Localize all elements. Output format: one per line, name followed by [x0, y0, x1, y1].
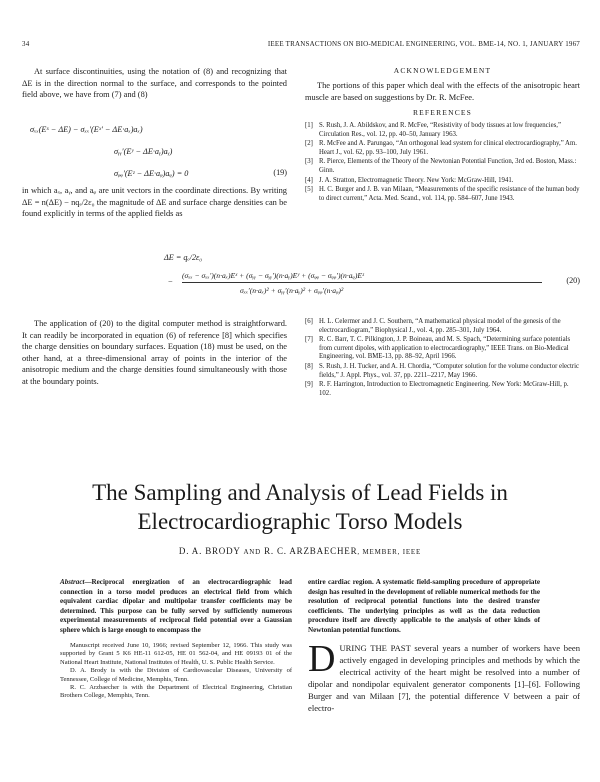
equation-19-line2: σᵧᵧ′(Eʸ − ΔE·aᵧ)aᵧ) — [114, 147, 173, 156]
running-header: IEEE TRANSACTIONS ON BIO-MEDICAL ENGINEERING, VOL. BME-14, NO. 1, JANUARY 1967 — [267, 40, 580, 48]
equation-19-line1: σₓₓ(Eˣ − ΔE) − σₓₓ′(Eˣ′ − ΔE·aₓ)aₓ) — [30, 125, 143, 134]
reference-text: R. McFee and A. Parungao, “An orthogonal lead system for clinical electrocardiography,” Am. Heart J., vol. 62, pp. 93–100, July 1961. — [319, 140, 577, 156]
reference-number: [1] — [305, 122, 313, 129]
author-brody: D. A. BRODY — [178, 546, 241, 556]
author-arzbaecher: R. C. ARZBAECHER — [264, 546, 358, 556]
acknowledgement-text: The portions of this paper which deal with the effects of the anisotropic heart muscle are based on suggestions by Dr. R. McFee. — [305, 81, 580, 102]
footnote-arzbaecher: R. C. Arzbaecher is with the Department of Electrical Engineering, Christian Brothers College, Memphis, Tenn. — [60, 684, 292, 700]
reference-text: R. C. Barr, T. C. Pilkington, J. P. Boineau, and M. S. Spach, “Determining surface potentials from current dipoles, with application to electrocardiography,” IEEE Trans. on Bio-Medical Engineering, vol. BME-13, pp. 88–92, April 1966. — [319, 336, 571, 361]
reference-text: S. Rush, J. H. Tucker, and A. H. Chordia, “Computer solution for the volume conductor electric fields,” J. Appl. Phys., vol. 37, pp. 2211–2217, May 1966. — [319, 362, 580, 379]
article-title-line2: Electrocardiographic Torso Models — [137, 509, 463, 534]
reference-text: S. Rush, J. A. Abildskov, and R. McFee, “Resistivity of body tissues at low frequencies,” Circulation Res., vol. 12, pp. 40–50, January 1963. — [319, 122, 561, 138]
footnote-brody: D. A. Brody is with the Division of Cardiovascular Diseases, University of Tennessee, College of Medicine, Memphis, Tenn. — [60, 667, 292, 683]
equation-19-number: (19) — [273, 168, 287, 177]
article-title-line1: The Sampling and Analysis of Lead Fields in — [92, 480, 508, 505]
intro-text: URING THE PAST several years a number of workers have been actively engaged in developing principles and methods by which the electrical activity of the heart might be resolved into a number of dipolar and nondipolar equivalent generator components [1]–[6]. Following Burger and van Milaan [7], the potential difference V between a pair of electro- — [308, 643, 580, 713]
equation-20-denominator: σₓₓ′(n·aₓ)² + σᵧᵧ′(n·aᵧ)² + σᵩᵩ′(n·aᵩ)² — [240, 286, 344, 295]
reference-item — [305, 318, 580, 335]
page-number: 34 — [22, 40, 30, 48]
reference-number: [9] — [305, 381, 313, 389]
reference-item — [305, 381, 580, 398]
intro-dropcap: D — [308, 638, 336, 680]
equation-20-fraction-bar — [182, 282, 542, 283]
reference-text: R. Pierce, Elements of the Theory of the Newtonian Potential Function, 3rd ed. Boston, Mass.: Ginn. — [319, 158, 577, 174]
reference-number: [3] — [305, 158, 313, 166]
equation-20 — [22, 252, 580, 300]
reference-number: [5] — [305, 186, 313, 194]
left-intro-paragraph: At surface discontinuities, using the notation of (8) and recognizing that ΔE is in the direction normal to the surface, and corresponds to the pointed field above, we have from (7) and (8) — [22, 67, 287, 100]
abstract-right: entire cardiac region. A systematic field-sampling procedure of appropriate design has resulted in the development of reliable numerical methods for the resolution of reciprocal potential functions into the desired transfer coefficients. The underlying principles as well as the data reduction procedure itself are directly applicable to the analysis of other kinds of Newtonian potential functions. — [308, 578, 540, 634]
footnote-received: Manuscript received June 10, 1966; revised September 12, 1966. This study was supported by Grant 5 K6 HE-11 612-05, HE 01 562-04, and HE 09193 01 of the National Heart Institute, National Institutes of Health, U. S. Public Health Service. — [60, 642, 292, 666]
reference-text: J. A. Stratton, Electromagnetic Theory. New York: McGraw-Hill, 1941. — [319, 176, 514, 184]
author-line — [0, 546, 600, 556]
footnotes — [60, 642, 292, 701]
reference-text: H. C. Burger and J. B. van Milaan, “Measurements of the specific resistance of the human body to direct current,” Acta. Med. Scand., vol. 114, pp. 584–607, June 1943. — [319, 186, 580, 202]
author-and: AND — [243, 548, 262, 556]
reference-number: [6] — [305, 318, 313, 325]
references-list-top — [305, 122, 580, 204]
reference-item — [305, 177, 580, 186]
reference-number: [8] — [305, 362, 313, 370]
references-list-lower — [305, 318, 580, 399]
reference-item — [305, 363, 580, 380]
reference-number: [2] — [305, 140, 313, 148]
application-paragraph: The application of (20) to the digital computer method is straightforward. It can readily be incorporated in equation (6) of reference [8] which specifies the charge densities on boundary surfaces. Equation (18) must be used, on the other hand, at a three-dimensional array of points in the interior of the anisotropic medium and the charge densities found simultaneously with those at the boundary points. — [22, 319, 287, 386]
equation-20-lhs: ΔE = qₑ/2ε₀ — [164, 253, 203, 262]
reference-number: [4] — [305, 176, 313, 184]
reference-text: H. L. Celermer and J. C. Southern, “A mathematical physical model of the genesis of the electrocardiogram,” Biophysical J., vol. 4, pp. 285–301, July 1964. — [319, 318, 561, 334]
abstract-left — [60, 578, 292, 636]
left-after-equation-paragraph: in which aₓ, aᵧ, and aᵩ are unit vectors in the coordinate directions. By writing ΔE = n(ΔE) − nqₑ/2ε₀ the magnitude of ΔE and surface charge densities can be found explicitly in terms of the applied fields as — [22, 186, 287, 219]
acknowledgement-heading: ACKNOWLEDGEMENT — [393, 66, 492, 75]
equation-19-line3: σᵩᵩ′(Eᶻ − ΔE·aᵩ)aᵩ) = 0 — [114, 169, 189, 178]
equation-20-number: (20) — [566, 276, 580, 285]
references-heading: REFERENCES — [412, 108, 473, 117]
reference-item — [305, 186, 580, 203]
reference-item — [305, 158, 580, 175]
reference-item — [305, 336, 580, 362]
abstract-left-text: —Reciprocal energization of an electrocardiographic lead connection in a torso model produces an electrical field from which equivalent cardiac dipolar and multipolar transfer coefficients may be determined. This purpose can be fully served by sufficiently numerous experimental measurements of reciprocal field potential over a Gaussian sphere which is large enough to encompass the — [60, 578, 292, 634]
intro-paragraph — [308, 638, 580, 714]
reference-item — [305, 122, 580, 139]
equation-20-numerator: (σₓₓ − σₓₓ′)(n·aₓ)Eˣ + (σᵧᵧ − σᵧᵧ′)(n·aᵧ)Eʸ + (σᵩᵩ − σᵩᵩ′)(n·aᵩ)Eᶻ — [182, 271, 364, 280]
reference-item — [305, 140, 580, 157]
abstract-label: Abstract — [60, 578, 85, 586]
author-member: , MEMBER, IEEE — [357, 548, 422, 556]
equation-20-minus: − — [168, 277, 173, 286]
reference-number: [7] — [305, 336, 313, 344]
reference-text: R. F. Harrington, Introduction to Electromagnetic Engineering. New York: McGraw-Hill, p. 102. — [319, 381, 569, 397]
equation-19 — [22, 124, 287, 184]
